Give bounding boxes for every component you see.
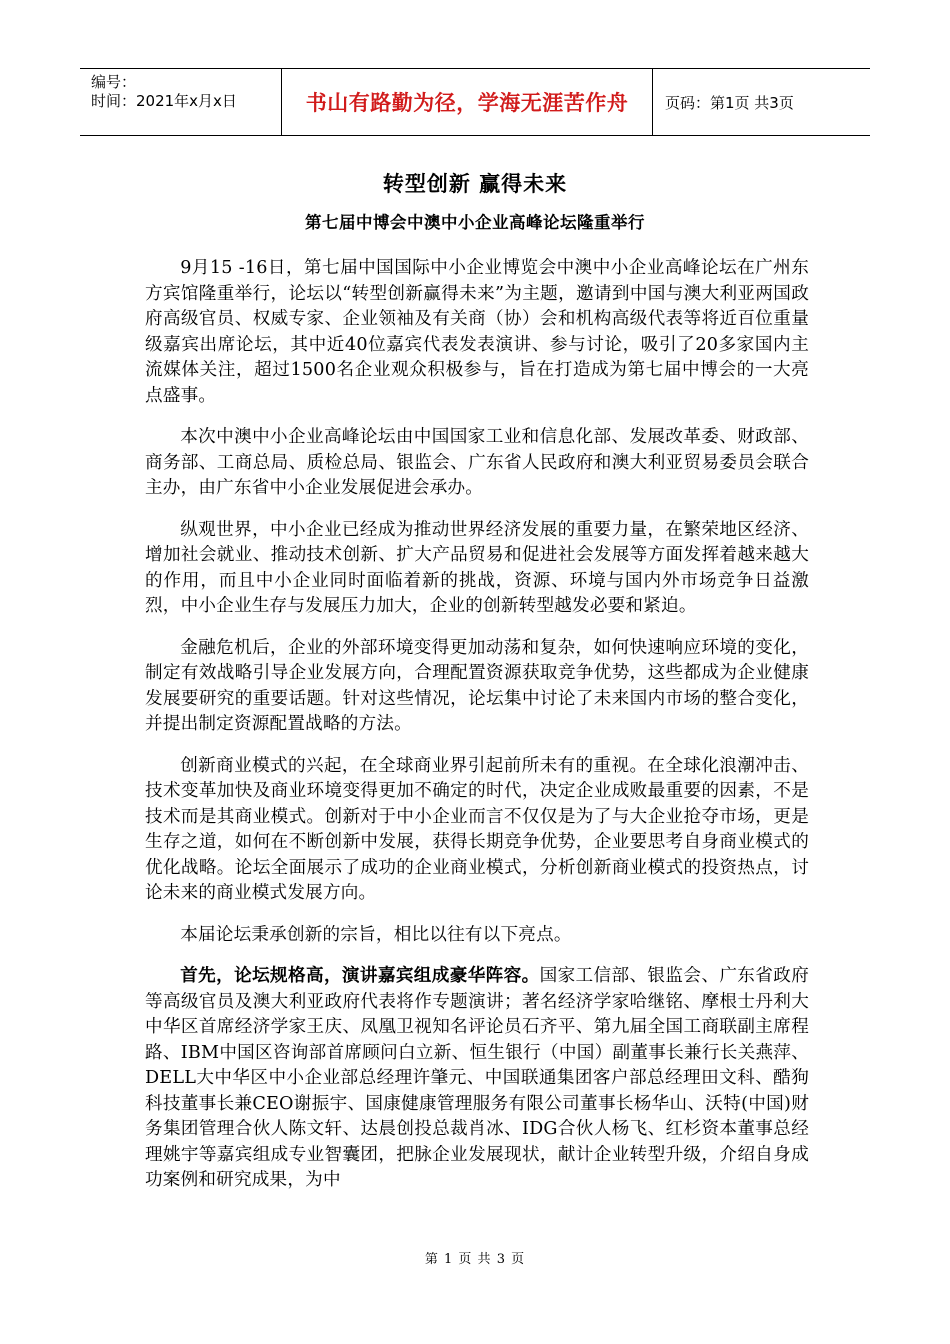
page-footer: 第 1 页 共 3 页: [424, 1252, 526, 1267]
header-page-info: 页码：第1页 共3页: [665, 93, 794, 112]
paragraph-lead: 首先，论坛规格高，演讲嘉宾组成豪华阵容。: [180, 966, 540, 986]
document-header: [80, 68, 870, 136]
header-page-info-cell: [653, 69, 870, 135]
paragraph: [145, 923, 809, 949]
paragraph-text: 9月15 -16日，第七届中国国际中小企业博览会中澳中小企业高峰论坛在广州东方宾馆隆重举行，论坛以“转型创新赢得未来”为主题，邀请到中国与澳大利亚两国政府高级官员、权威专家、企业领袖及有关商（协）会和机构高级代表等将近百位重量级嘉宾出席论坛，其中近40位嘉宾代表发表演讲、参与讨论，吸引了20多家国内主流媒体关注，超过1500名企业观众积极参与，旨在打造成为第七届中博会的一大亮点盛事。: [145, 258, 809, 406]
paragraph-text: 本届论坛秉承创新的宗旨，相比以往有以下亮点。: [180, 924, 572, 945]
paragraph: [145, 636, 809, 738]
header-motto: 书山有路勤为径，学海无涯苦作舟: [305, 91, 629, 115]
paragraph: [145, 425, 809, 502]
paragraph: [145, 518, 809, 620]
article-body: [145, 256, 809, 1210]
article-subtitle: 第七届中博会中澳中小企业高峰论坛隆重举行: [305, 213, 645, 232]
header-motto-cell: [282, 69, 653, 135]
paragraph: [145, 964, 809, 1194]
header-meta: [80, 69, 282, 135]
paragraph-text: 创新商业模式的兴起，在全球商业界引起前所未有的重视。在全球化浪潮冲击、技术变革加快及商业环境变得更加不确定的时代，决定企业成败最重要的因素，不是技术而是其商业模式。创新对于中小企业而言不仅仅是为了与大企业抢夺市场，更是生存之道，如何在不断创新中发展，获得长期竞争优势，企业要思考自身商业模式的优化战略。论坛全面展示了成功的企业商业模式，分析创新商业模式的投资热点，讨论未来的商业模式发展方向。: [145, 755, 809, 903]
paragraph: [145, 256, 809, 409]
date-label: 时间：2021年x月x日: [91, 92, 237, 110]
paragraph: [145, 754, 809, 907]
paragraph-text: 本次中澳中小企业高峰论坛由中国国家工业和信息化部、发展改革委、财政部、商务部、工商总局、质检总局、银监会、广东省人民政府和澳大利亚贸易委员会联合主办，由广东省中小企业发展促进会承办。: [145, 427, 809, 498]
paragraph-text: 国家工信部、银监会、广东省政府等高级官员及澳大利亚政府代表将作专题演讲；著名经济学家哈继铭、摩根士丹利大中华区首席经济学家王庆、凤凰卫视知名评论员石齐平、第九届全国工商联副主席程路、IBM中国区咨询部首席顾问白立新、恒生银行（中国）副董事长兼行长关燕萍、DELL大中华区中小企业部总经理许肇元、中国联通集团客户部总经理田文科、酷狗科技董事长兼CEO谢振宇、国康健康管理服务有限公司董事长杨华山、沃特(中国)财务集团管理合伙人陈文轩、达晨创投总裁肖冰、IDG合伙人杨飞、红杉资本董事总经理姚宇等嘉宾组成专业智囊团，把脉企业发展现状，献计企业转型升级，介绍自身成功案例和研究成果，为中: [145, 966, 809, 1190]
article-title: 转型创新 赢得未来: [382, 172, 568, 196]
paragraph-text: 纵观世界，中小企业已经成为推动世界经济发展的重要力量，在繁荣地区经济、增加社会就业、推动技术创新、扩大产品贸易和促进社会发展等方面发挥着越来越大的作用，而且中小企业同时面临着新的挑战，资源、环境与国内外市场竞争日益激烈，中小企业生存与发展压力加大，企业的创新转型越发必要和紧迫。: [145, 519, 809, 616]
paragraph-text: 金融危机后，企业的外部环境变得更加动荡和复杂，如何快速响应环境的变化，制定有效战略引导企业发展方向，合理配置资源获取竞争优势，这些都成为企业健康发展要研究的重要话题。针对这些情况，论坛集中讨论了未来国内市场的整合变化，并提出制定资源配置战略的方法。: [145, 637, 809, 734]
number-label: 编号：: [91, 73, 137, 91]
